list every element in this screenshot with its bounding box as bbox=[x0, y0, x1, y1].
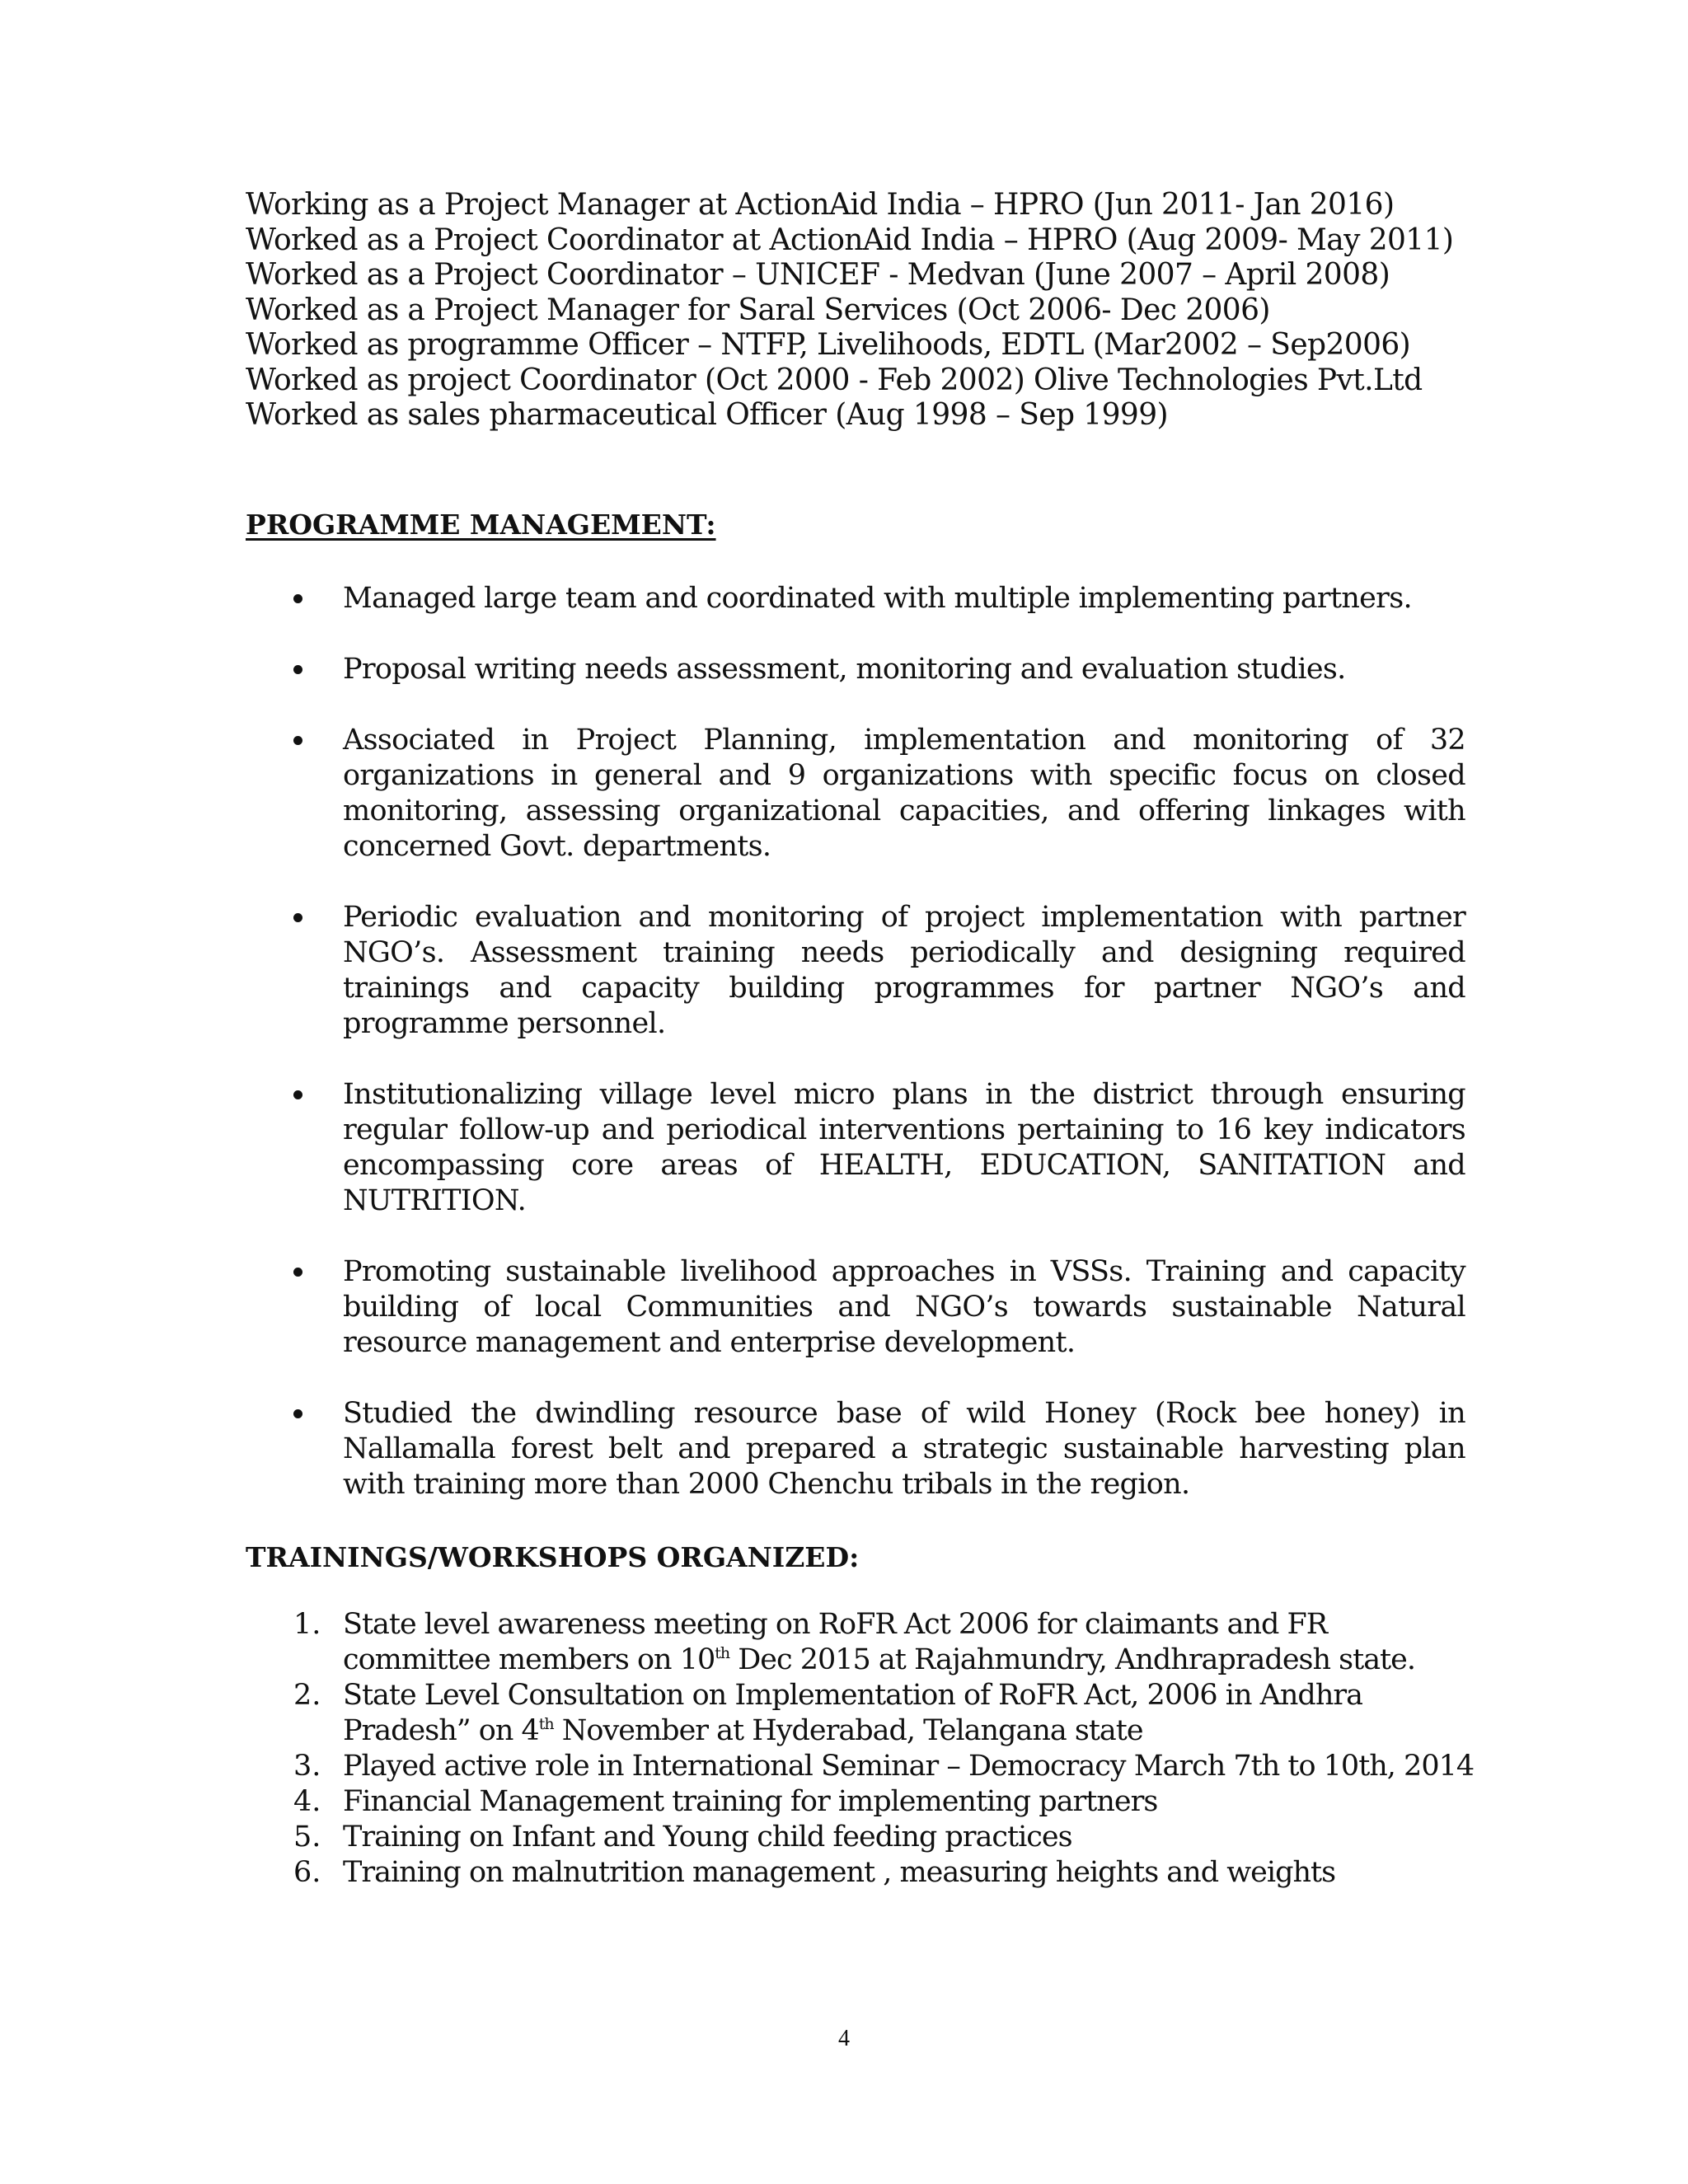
list-item bbox=[246, 1077, 1465, 1219]
bullet-text: Periodic evaluation and monitoring of project implementation with partner NGO’s. Assessment training needs periodically and designing required trainings and capacity building programmes for partner NGO’s and programme personnel. bbox=[343, 901, 1465, 1040]
work-history-line: Worked as sales pharmaceutical Officer (Aug 1998 – Sep 1999) bbox=[246, 398, 1168, 432]
bullet-text: Managed large team and coordinated with multiple implementing partners. bbox=[343, 582, 1412, 615]
bullet-icon bbox=[293, 736, 302, 745]
list-number: 6. bbox=[293, 1856, 321, 1889]
work-history-line: Worked as project Coordinator (Oct 2000 - Feb 2002) Olive Technologies Pvt.Ltd bbox=[246, 363, 1423, 397]
work-history-line: Worked as a Project Coordinator at ActionAid India – HPRO (Aug 2009- May 2011) bbox=[246, 223, 1454, 257]
list-item bbox=[246, 1396, 1465, 1502]
bullet-icon bbox=[293, 1268, 302, 1277]
work-history bbox=[246, 188, 1482, 434]
programme-management-heading: PROGRAMME MANAGEMENT: bbox=[246, 509, 716, 541]
list-item bbox=[246, 723, 1465, 865]
bullet-text: Institutionalizing village level micro plans in the district through ensuring regular follow-up and periodical interventions pertaining to 16 key indicators encompassing core areas of HEALTH, EDUCATION, SANITATION and NUTRITION. bbox=[343, 1078, 1465, 1217]
bullet-icon bbox=[293, 1409, 302, 1418]
list-item bbox=[246, 652, 1465, 687]
work-history-line: Worked as a Project Manager for Saral Services (Oct 2006- Dec 2006) bbox=[246, 293, 1270, 327]
bullet-text: Studied the dwindling resource base of wild Honey (Rock bee honey) in Nallamalla forest belt and prepared a strategic sustainable harvesting plan with training more than 2000 Chenchu tribals in the region. bbox=[343, 1397, 1465, 1501]
list-item bbox=[246, 1678, 1482, 1749]
list-item-text: Training on malnutrition management , measuring heights and weights bbox=[343, 1856, 1336, 1889]
ordinal-suffix: th bbox=[715, 1644, 730, 1662]
bullet-icon bbox=[293, 594, 302, 603]
trainings-list bbox=[246, 1607, 1482, 1891]
list-item bbox=[246, 900, 1465, 1042]
bullet-text: Promoting sustainable livelihood approaches in VSSs. Training and capacity building of local Communities and NGO’s towards sustainable Natural resource management and enterprise development. bbox=[343, 1255, 1465, 1359]
list-item-text: Played active role in International Seminar – Democracy March 7th to 10th, 2014 bbox=[343, 1750, 1475, 1783]
bullet-text: Associated in Project Planning, implementation and monitoring of 32 organizations in general and 9 organizations with specific focus on closed monitoring, assessing organizational capacities, and offering linkages with concerned Govt. departments. bbox=[343, 724, 1465, 863]
bullet-icon bbox=[293, 665, 302, 674]
work-history-line: Worked as programme Officer – NTFP, Livelihoods, EDTL (Mar2002 – Sep2006) bbox=[246, 328, 1411, 362]
text-segment: State level awareness meeting on RoFR Act 2006 for claimants and FR committee members on 10 bbox=[343, 1608, 1328, 1676]
list-number: 4. bbox=[293, 1785, 321, 1818]
list-item bbox=[246, 1820, 1482, 1855]
text-segment: State Level Consultation on Implementation of RoFR Act, 2006 in Andhra Pradesh” on 4 bbox=[343, 1679, 1362, 1747]
text-segment: Dec 2015 at Rajahmundry, Andhrapradesh state. bbox=[729, 1643, 1415, 1676]
programme-management-list bbox=[246, 581, 1465, 1538]
list-item-text: Training on Infant and Young child feeding practices bbox=[343, 1821, 1072, 1854]
list-number: 1. bbox=[293, 1608, 321, 1641]
page-number: 4 bbox=[838, 2026, 850, 2051]
list-item-text: Financial Management training for implementing partners bbox=[343, 1785, 1158, 1818]
list-item bbox=[246, 1607, 1482, 1678]
bullet-icon bbox=[293, 1090, 302, 1099]
list-item bbox=[246, 1855, 1482, 1891]
list-item-text bbox=[343, 1607, 1482, 1678]
list-item bbox=[246, 1784, 1482, 1820]
bullet-text: Proposal writing needs assessment, monitoring and evaluation studies. bbox=[343, 653, 1346, 686]
list-number: 5. bbox=[293, 1821, 321, 1854]
list-item-text bbox=[343, 1678, 1482, 1749]
list-item bbox=[246, 1254, 1465, 1361]
list-item bbox=[246, 581, 1465, 616]
list-number: 2. bbox=[293, 1679, 321, 1712]
work-history-line: Worked as a Project Coordinator – UNICEF - Medvan (June 2007 – April 2008) bbox=[246, 258, 1390, 292]
work-history-line: Working as a Project Manager at ActionAid India – HPRO (Jun 2011- Jan 2016) bbox=[246, 188, 1395, 222]
text-segment: November at Hyderabad, Telangana state bbox=[553, 1714, 1143, 1747]
ordinal-suffix: th bbox=[538, 1715, 554, 1733]
bullet-icon bbox=[293, 913, 302, 922]
list-number: 3. bbox=[293, 1750, 321, 1783]
trainings-heading: TRAININGS/WORKSHOPS ORGANIZED: bbox=[246, 1541, 860, 1573]
list-item bbox=[246, 1749, 1482, 1784]
